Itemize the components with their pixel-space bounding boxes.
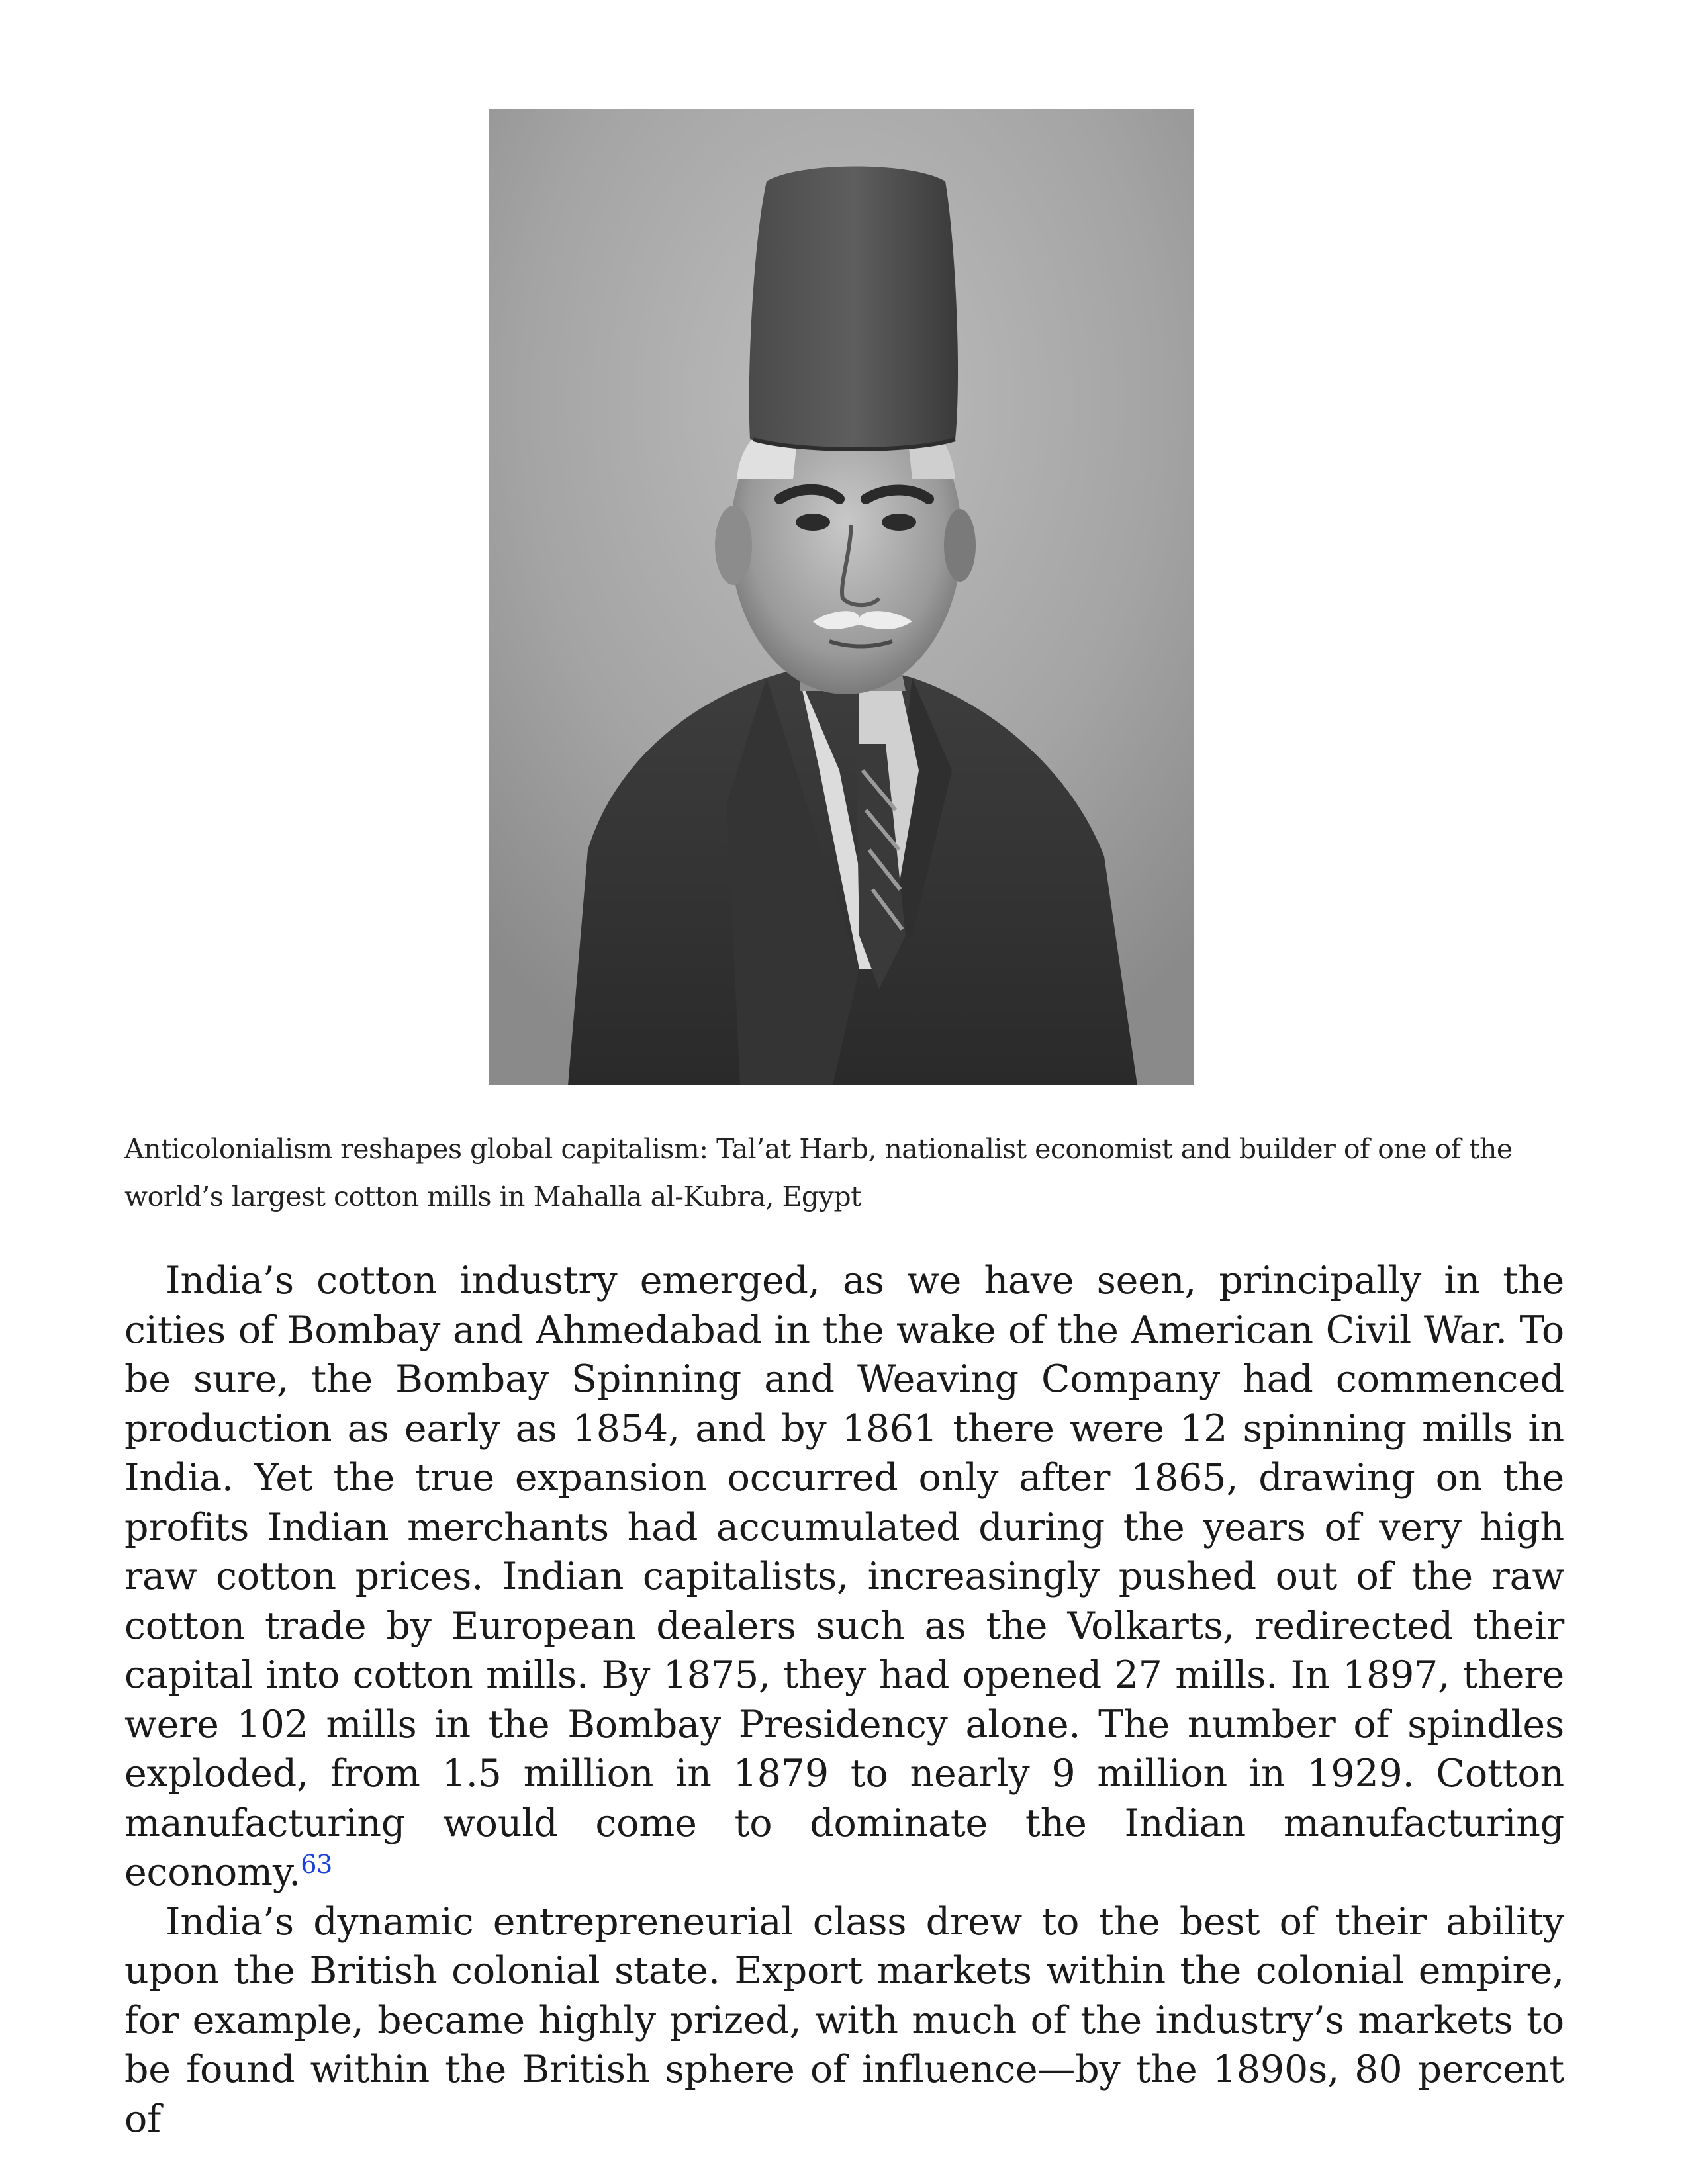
paragraph <box>124 1897 1564 2144</box>
paragraph-text: India’s cotton industry emerged, as we have seen, principally in the cities of Bombay and Ahmedabad in the wake of the American Civil War. To be sure, the Bombay Spinning and Weaving Company had commenced production as early as 1854, and by 1861 there were 12 spinning mills in India. Yet the true expansion occurred only after 1865, drawing on the profits Indian merchants had accumulated during the years of very high raw cotton prices. Indian capitalists, increasingly pushed out of the raw cotton trade by European dealers such as the Volkarts, redirected their capital into cotton mills. By 1875, they had opened 27 mills. In 1897, there were 102 mills in the Bombay Presidency alone. The number of spindles exploded, from 1.5 million in 1879 to nearly 9 million in 1929. Cotton manufacturing would come to dominate the Indian manufacturing economy. <box>124 1259 1564 1894</box>
caption-line: Anticolonialism reshapes global capitalism: Tal’at Harb, nationalist economist and builder of one of the <box>124 1133 1513 1165</box>
paragraph <box>124 1256 1564 1897</box>
portrait-photo <box>489 109 1194 1085</box>
caption-line: world’s largest cotton mills in Mahalla al-Kubra, Egypt <box>124 1181 862 1212</box>
figure-caption <box>124 1125 1564 1220</box>
body-text <box>124 1256 1564 2144</box>
portrait-illustration <box>489 109 1194 1085</box>
footnote-link[interactable]: 63 <box>301 1850 333 1879</box>
paragraph-text: India’s dynamic entrepreneurial class drew to the best of their ability upon the British colonial state. Export markets within the colonial empire, for example, became highly prized, with much of the industry’s markets to be found within the British sphere of influence—by the 1890s, 80 percent of <box>124 1899 1564 2141</box>
